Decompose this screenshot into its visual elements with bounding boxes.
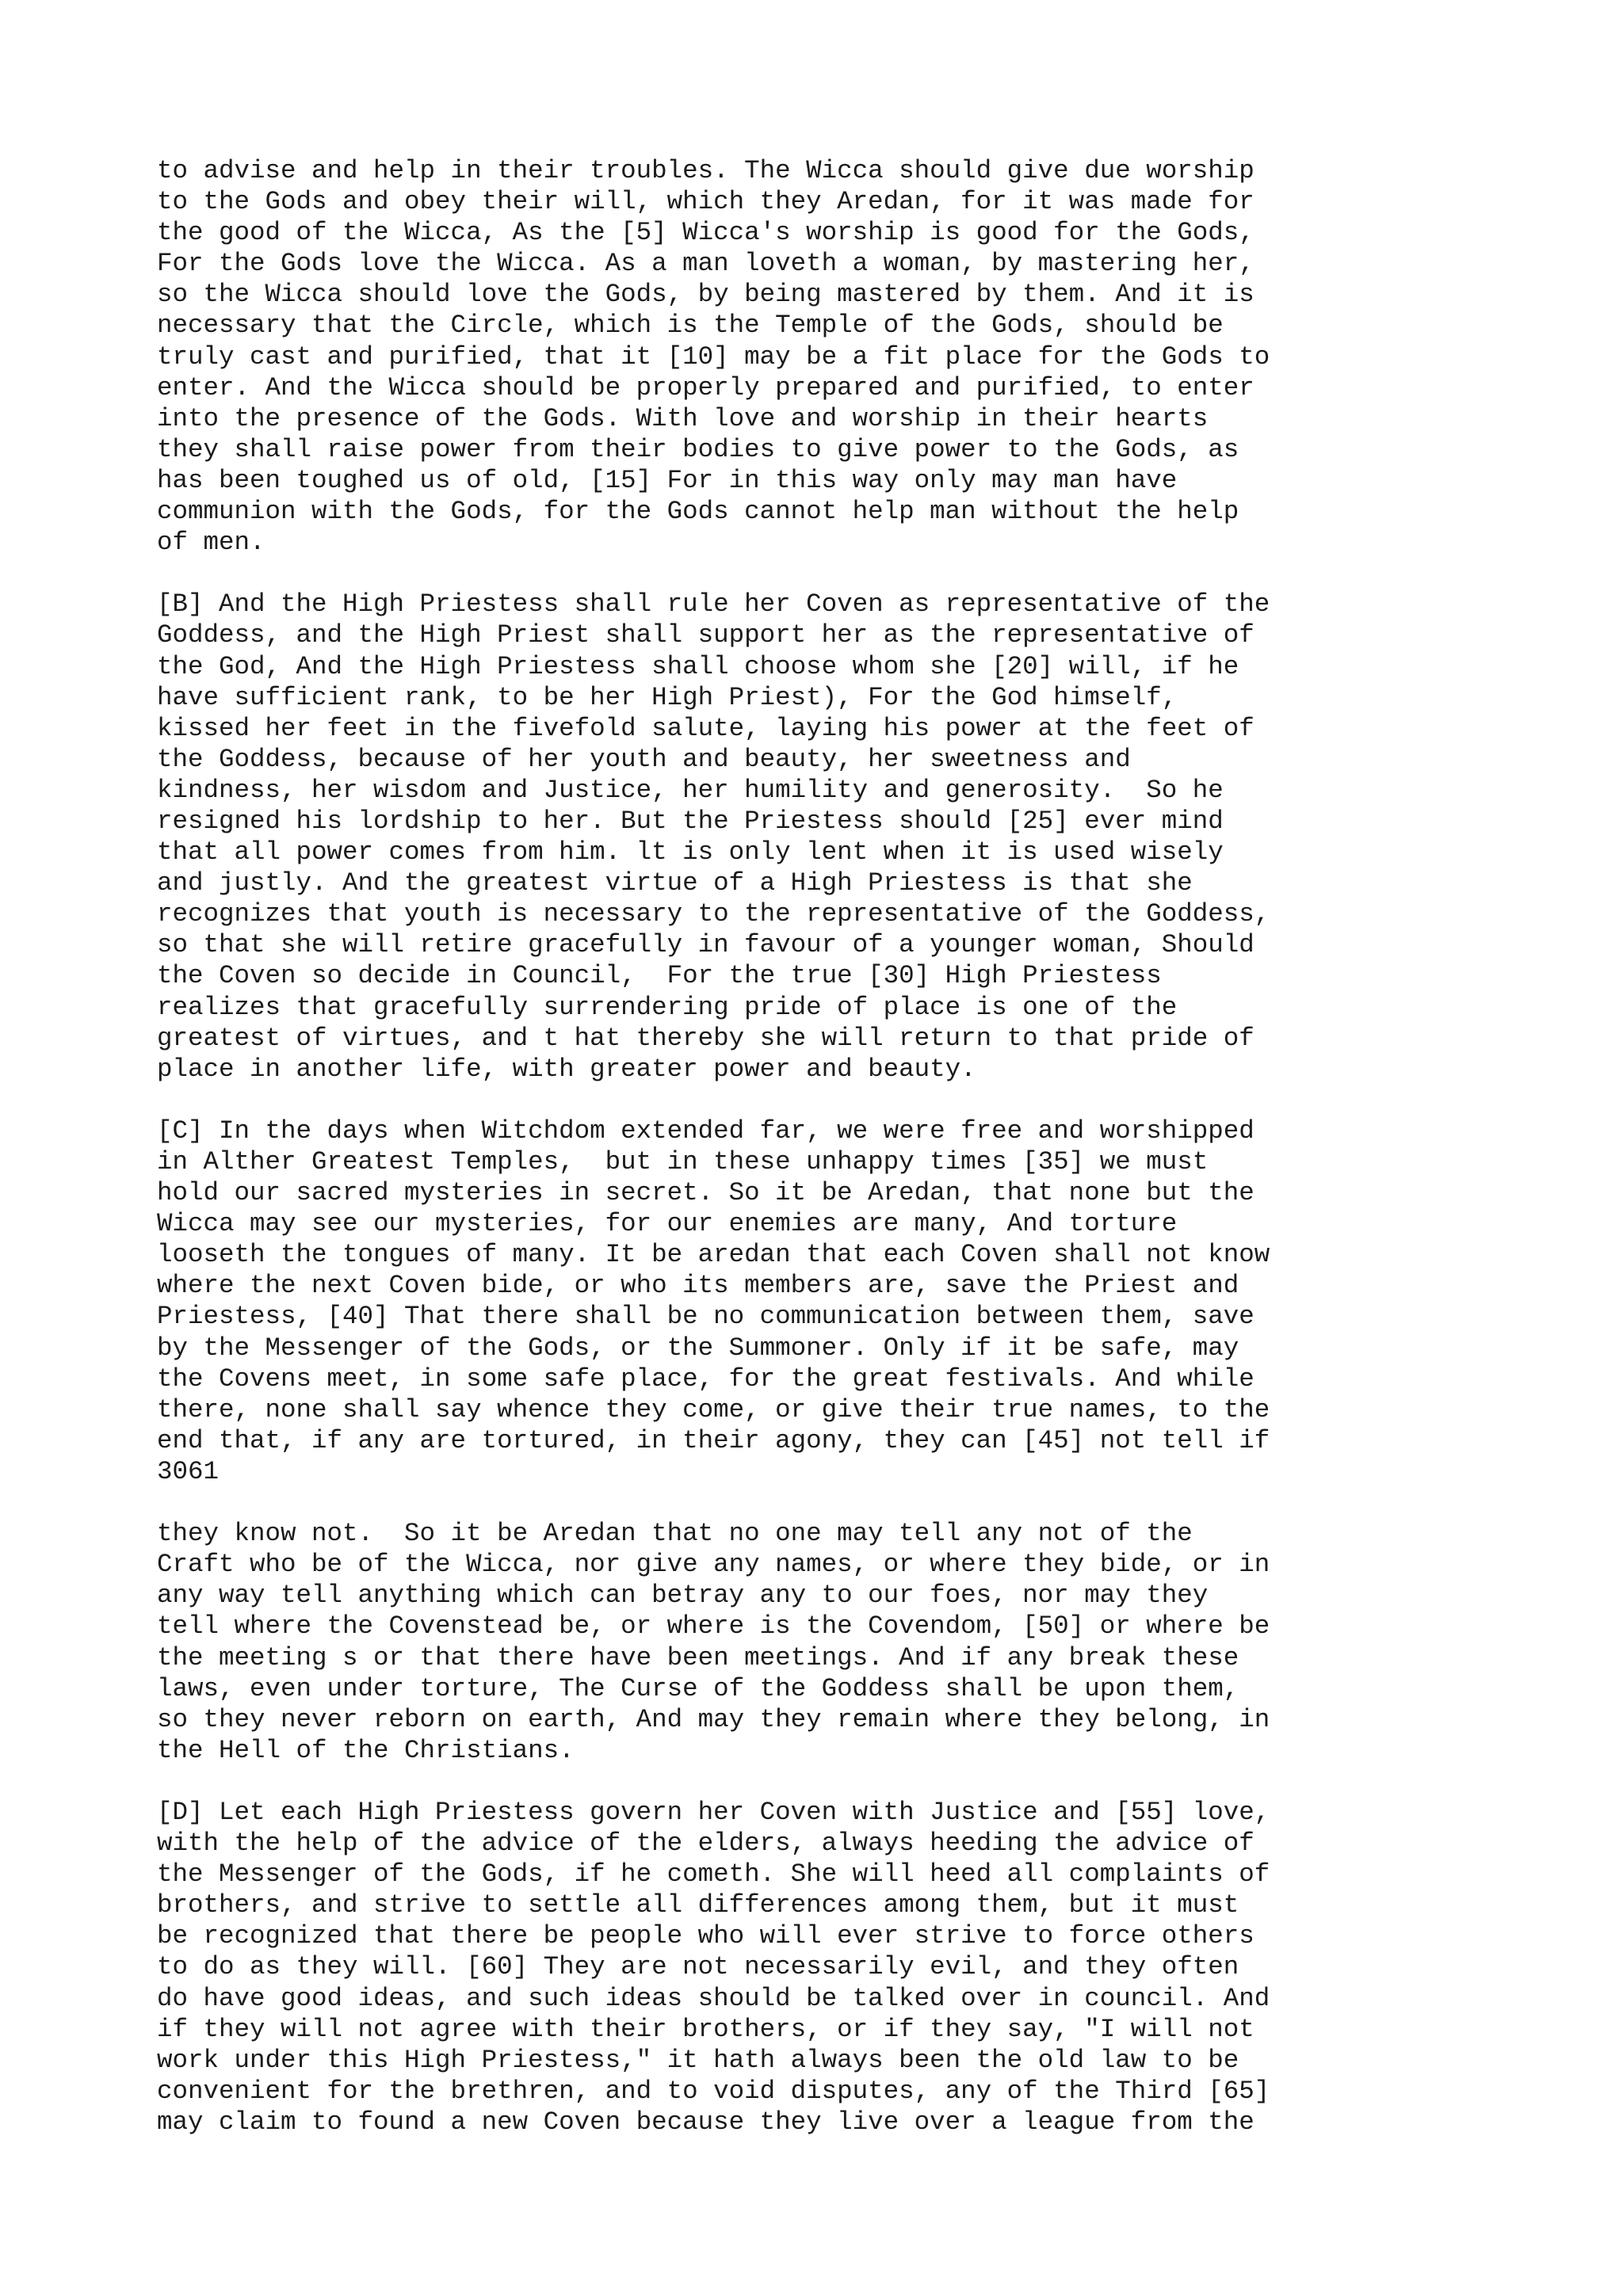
text-line: For the Gods love the Wicca. As a man loveth a woman, by mastering her,: [157, 249, 1254, 279]
text-line: enter. And the Wicca should be properly prepared and purified, to enter: [157, 372, 1254, 402]
text-line: they shall raise power from their bodies to give power to the Gods, as: [157, 434, 1239, 464]
text-line: be recognized that there be people who will ever strive to force others: [157, 1921, 1254, 1951]
text-line: has been toughed us of old, [15] For in this way only may man have: [157, 465, 1178, 495]
text-line: where the next Coven bide, or who its members are, save the Priest and: [157, 1271, 1239, 1301]
text-line: there, none shall say whence they come, or give their true names, to the: [157, 1394, 1270, 1425]
text-line: work under this High Priestess," it hath always been the old law to be: [157, 2045, 1239, 2075]
text-line: kissed her feet in the fivefold salute, laying his power at the feet of: [157, 713, 1254, 743]
text-line: place in another life, with greater power and beauty.: [157, 1054, 976, 1084]
text-line: any way tell anything which can betray any to our foes, nor may they: [157, 1581, 1209, 1611]
text-line: the good of the Wicca, As the [5] Wicca's worship is good for the Gods,: [157, 218, 1254, 248]
text-line: into the presence of the Gods. With love and worship in their hearts: [157, 403, 1209, 433]
text-line: brothers, and strive to settle all differences among them, but it must: [157, 1890, 1239, 1920]
text-line: convenient for the brethren, and to void disputes, any of the Third [65]: [157, 2076, 1270, 2106]
text-line: to do as they will. [60] They are not necessarily evil, and they often: [157, 1952, 1239, 1982]
text-line: the Hell of the Christians.: [157, 1735, 575, 1765]
text-line: kindness, her wisdom and Justice, her humility and generosity. So he: [157, 775, 1224, 805]
text-line: tell where the Covenstead be, or where is the Covendom, [50] or where be: [157, 1611, 1270, 1642]
text-line: the Messenger of the Gods, if he cometh. She will heed all complaints of: [157, 1859, 1270, 1890]
text-line: communion with the Gods, for the Gods cannot help man without the help: [157, 497, 1239, 527]
text-line: of men.: [157, 528, 265, 558]
text-line: Priestess, [40] That there shall be no communication between them, save: [157, 1302, 1254, 1332]
text-line: Craft who be of the Wicca, nor give any names, or where they bide, or in: [157, 1550, 1270, 1580]
text-line: greatest of virtues, and t hat thereby she will return to that pride of: [157, 1023, 1254, 1053]
text-line: and justly. And the greatest virtue of a High Priestess is that she: [157, 868, 1193, 898]
text-line: so they never reborn on earth, And may they remain where they belong, in: [157, 1704, 1270, 1734]
paragraph: [157, 1518, 1583, 1766]
paragraph: [157, 589, 1583, 1085]
text-line: if they will not agree with their brothers, or if they say, "I will not: [157, 2014, 1254, 2044]
text-line: necessary that the Circle, which is the Temple of the Gods, should be: [157, 311, 1224, 341]
text-line: hold our sacred mysteries in secret. So it be Aredan, that none but the: [157, 1178, 1254, 1208]
text-line: to the Gods and obey their will, which they Aredan, for it was made for: [157, 187, 1254, 217]
text-line: resigned his lordship to her. But the Priestess should [25] ever mind: [157, 806, 1224, 836]
text-line: the Coven so decide in Council, For the true [30] High Priestess: [157, 961, 1162, 991]
text-line: have sufficient rank, to be her High Priest), For the God himself,: [157, 682, 1178, 712]
document-page: [157, 155, 1583, 2168]
paragraph: [157, 155, 1583, 558]
text-line: the Covens meet, in some safe place, for the great festivals. And while: [157, 1363, 1254, 1394]
text-line: looseth the tongues of many. It be aredan that each Coven shall not know: [157, 1240, 1270, 1270]
text-line: [C] In the days when Witchdom extended far, we were free and worshipped: [157, 1116, 1254, 1146]
text-line: the Goddess, because of her youth and beauty, her sweetness and: [157, 744, 1131, 774]
text-line: the God, And the High Priestess shall choose whom she [20] will, if he: [157, 651, 1239, 681]
text-line: [B] And the High Priestess shall rule her Coven as representative of the: [157, 589, 1270, 620]
text-line: the meeting s or that there have been meetings. And if any break these: [157, 1642, 1239, 1672]
text-line: [D] Let each High Priestess govern her Coven with Justice and [55] love,: [157, 1797, 1270, 1827]
paragraph: [157, 1797, 1583, 2138]
text-line: in Alther Greatest Temples, but in these unhappy times [35] we must: [157, 1147, 1209, 1177]
text-line: may claim to found a new Coven because they live over a league from the: [157, 2107, 1254, 2137]
text-line: by the Messenger of the Gods, or the Summoner. Only if it be safe, may: [157, 1333, 1239, 1363]
text-line: truly cast and purified, that it [10] may be a fit place for the Gods to: [157, 341, 1270, 372]
text-line: 3061: [157, 1456, 220, 1486]
paragraph: [157, 1116, 1583, 1487]
text-line: do have good ideas, and such ideas should be talked over in council. And: [157, 1983, 1270, 2013]
text-line: Wicca may see our mysteries, for our enemies are many, And torture: [157, 1209, 1178, 1239]
text-line: so that she will retire gracefully in favour of a younger woman, Should: [157, 930, 1254, 960]
text-line: Goddess, and the High Priest shall support her as the representative of: [157, 620, 1254, 650]
text-line: that all power comes from him. lt is only lent when it is used wisely: [157, 837, 1224, 868]
text-line: they know not. So it be Aredan that no one may tell any not of the: [157, 1519, 1193, 1549]
text-line: to advise and help in their troubles. The Wicca should give due worship: [157, 156, 1254, 185]
text-line: recognizes that youth is necessary to the representative of the Goddess,: [157, 899, 1270, 929]
text-line: with the help of the advice of the elders, always heeding the advice of: [157, 1829, 1254, 1859]
text-line: end that, if any are tortured, in their agony, they can [45] not tell if: [157, 1425, 1270, 1455]
text-line: realizes that gracefully surrendering pride of place is one of the: [157, 992, 1178, 1022]
text-line: laws, even under torture, The Curse of the Goddess shall be upon them,: [157, 1673, 1239, 1703]
text-line: so the Wicca should love the Gods, by being mastered by them. And it is: [157, 280, 1254, 310]
